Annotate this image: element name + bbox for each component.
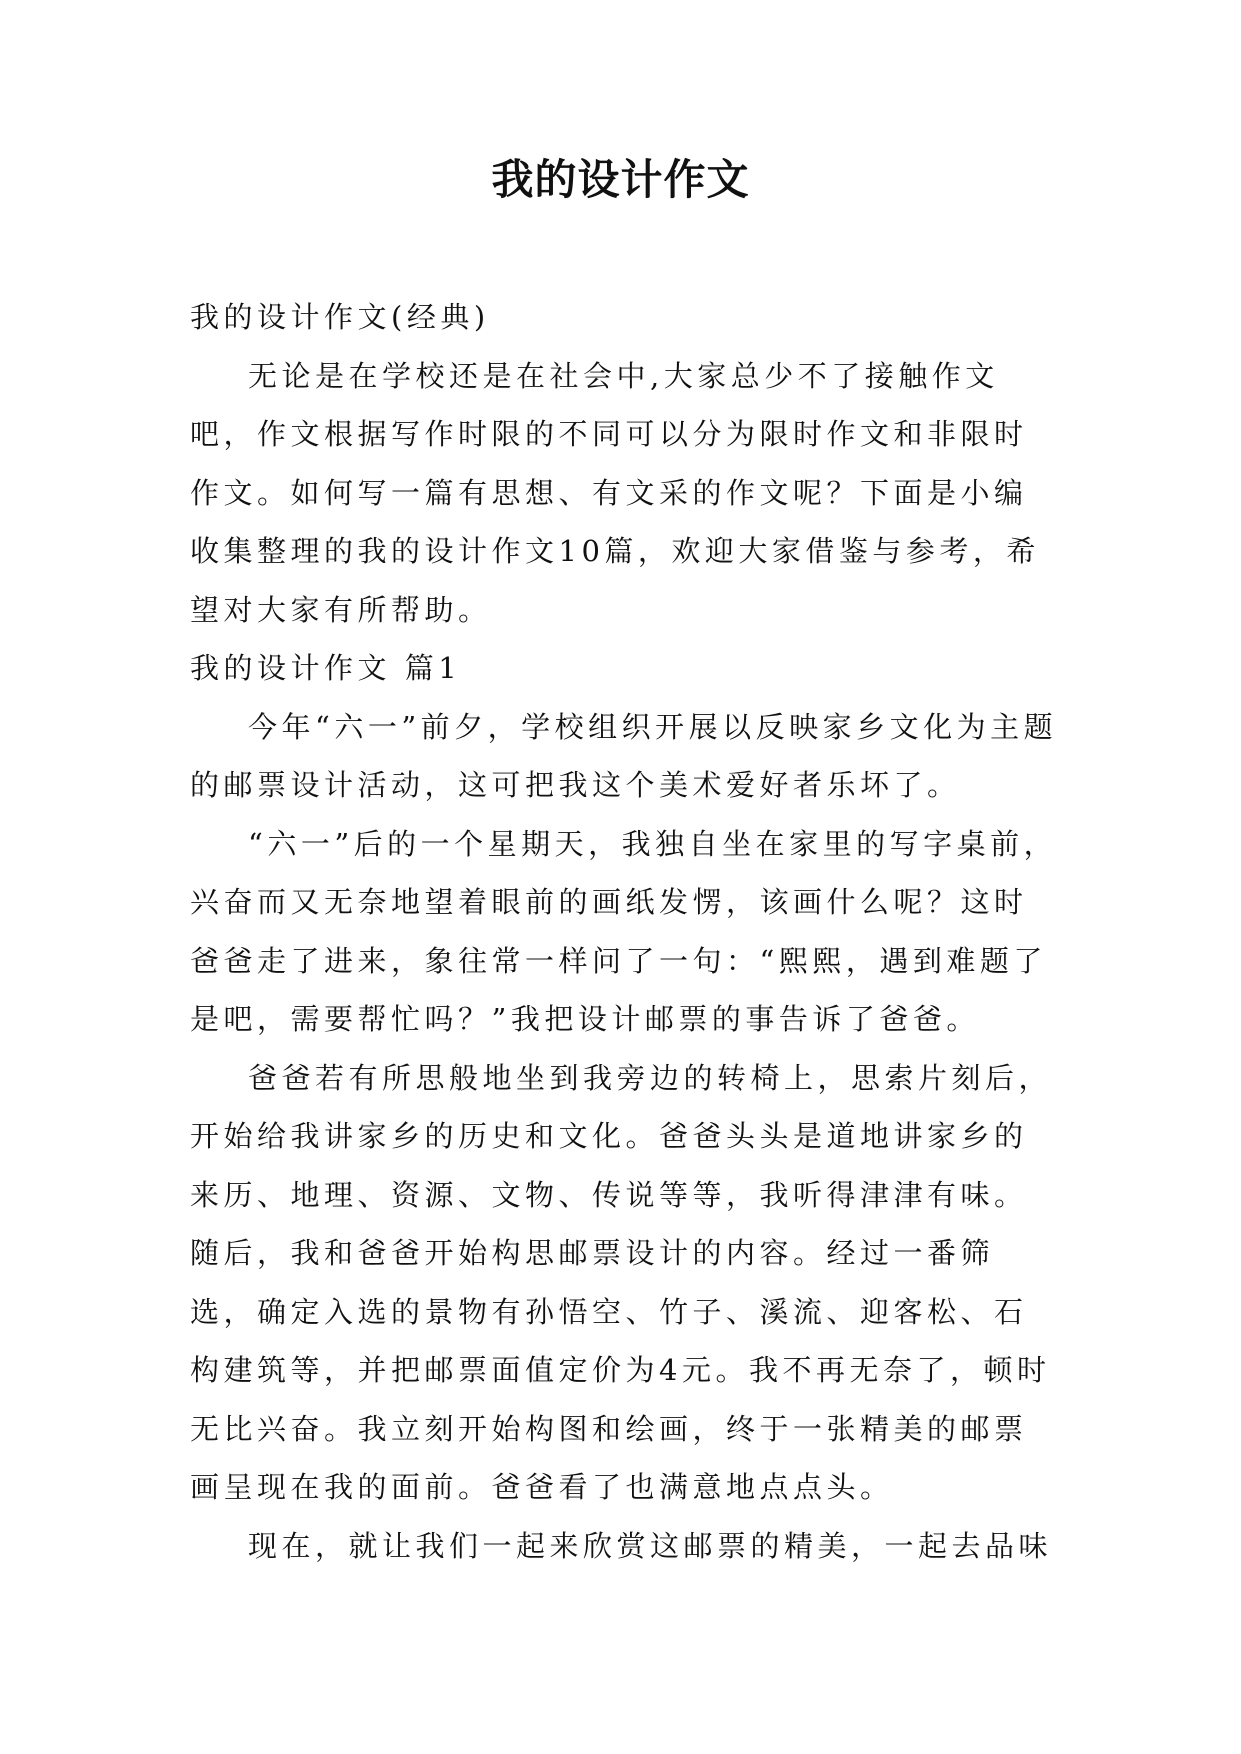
essay-collection-heading: 我的设计作文(经典) <box>190 300 490 334</box>
document-title: 我的设计作文 <box>491 155 750 204</box>
intro-paragraph: 无论是在学校还是在社会中,大家总少不了接触作文吧，作文根据写作时限的不同可以分为限时作文和非限时作文。如何写一篇有思想、有文采的作文呢？下面是小编收集整理的我的设计作文10篇，欢迎大家借鉴与参考，希望对大家有所帮助。 <box>190 358 1040 627</box>
essay-1-paragraph-3: 爸爸若有所思般地坐到我旁边的转椅上，思索片刻后，开始给我讲家乡的历史和文化。爸爸头头是道地讲家乡的来历、地理、资源、文物、传说等等，我听得津津有味。随后，我和爸爸开始构思邮票设计的内容。经过一番筛选，确定入选的景物有孙悟空、竹子、溪流、迎客松、石构建筑等，并把邮票面值定价为4元。我不再无奈了，顿时无比兴奋。我立刻开始构图和绘画，终于一张精美的邮票画呈现在我的面前。爸爸看了也满意地点点头。 <box>190 1060 1053 1504</box>
essay-1-paragraph-4: 现在，就让我们一起来欣赏这邮票的精美，一起去品味 <box>248 1528 1053 1563</box>
essay-1-paragraph-2: “六一”后的一个星期天，我独自坐在家里的写字桌前，兴奋而又无奈地望着眼前的画纸发愣，该画什么呢？这时爸爸走了进来，象往常一样问了一句：“熙熙，遇到难题了是吧，需要帮忙吗？”我把设计邮票的事告诉了爸爸。 <box>190 826 1058 1036</box>
document-body <box>190 288 1058 1575</box>
essay-1-paragraph-1: 今年“六一”前夕，学校组织开展以反映家乡文化为主题的邮票设计活动，这可把我这个美术爱好者乐坏了。 <box>190 709 1058 802</box>
essay-1-heading: 我的设计作文 篇1 <box>190 651 462 685</box>
